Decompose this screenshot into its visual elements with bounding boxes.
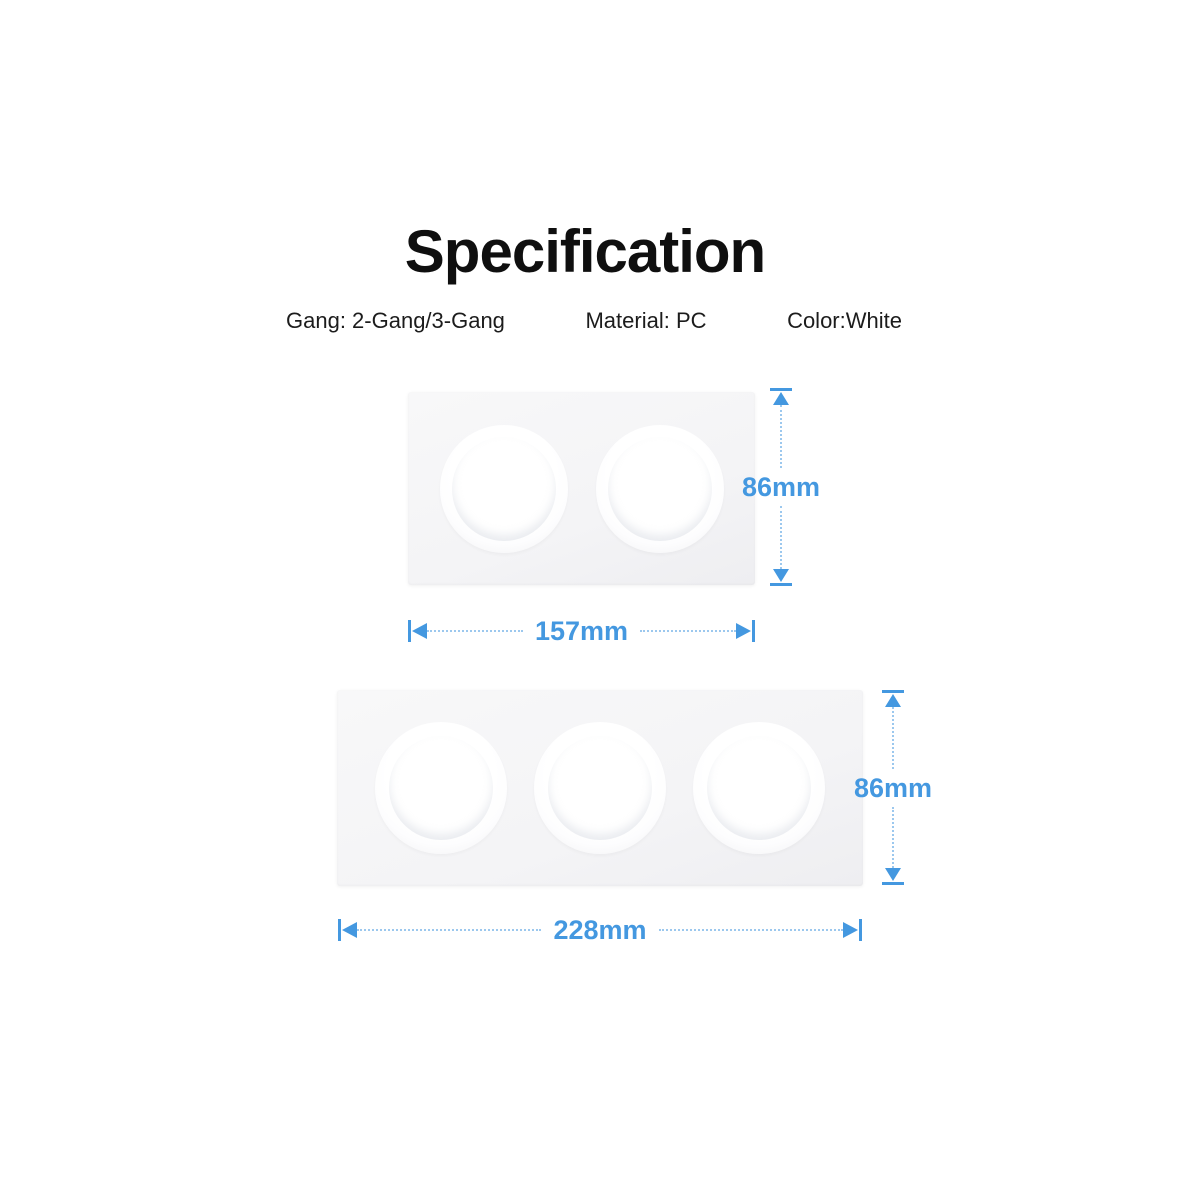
arrow-right-icon	[843, 922, 858, 938]
spec-gang: Gang: 2-Gang/3-Gang	[286, 308, 505, 333]
dimension-end-cap	[408, 620, 411, 642]
gang-hole-ring	[440, 425, 568, 553]
two-gang-width-label: 157mm	[534, 616, 629, 646]
gang-hole	[707, 736, 811, 840]
gang-hole-ring	[375, 722, 507, 854]
dimension-end-cap	[859, 919, 862, 941]
dimension-dashed-line	[780, 506, 782, 569]
dimension-end-cap	[338, 919, 341, 941]
dimension-dashed-line	[427, 630, 523, 632]
arrow-right-icon	[736, 623, 751, 639]
gang-hole	[608, 437, 712, 541]
arrow-up-icon	[885, 694, 901, 707]
dimension-end-cap	[882, 690, 904, 693]
dimension-end-cap	[770, 388, 792, 391]
three-gang-width-label: 228mm	[553, 915, 647, 945]
gang-hole-ring	[596, 425, 724, 553]
gang-hole	[548, 736, 652, 840]
three-gang-plate-image	[337, 690, 863, 886]
three-gang-height-label: 86mm	[853, 772, 933, 803]
dimension-dashed-line	[659, 929, 843, 931]
two-gang-plate-image	[408, 392, 755, 585]
dimension-dashed-line	[780, 405, 782, 468]
two-gang-height-dimension	[741, 388, 821, 586]
three-gang-height-dimension	[853, 690, 933, 885]
arrow-left-icon	[412, 623, 427, 639]
gang-hole	[452, 437, 556, 541]
gang-hole	[389, 736, 493, 840]
dimension-dashed-line	[357, 929, 541, 931]
spec-material: Material: PC	[585, 308, 707, 333]
gang-hole-ring	[534, 722, 666, 854]
page-title: Specification	[404, 218, 766, 285]
two-gang-height-label: 86mm	[741, 472, 821, 502]
dimension-end-cap	[882, 882, 904, 885]
spec-color: Color:White	[787, 308, 902, 333]
dimension-dashed-line	[892, 707, 894, 769]
arrow-left-icon	[342, 922, 357, 938]
dimension-end-cap	[752, 620, 755, 642]
arrow-up-icon	[773, 392, 789, 405]
arrow-down-icon	[773, 569, 789, 582]
arrow-down-icon	[885, 868, 901, 881]
three-gang-width-dimension	[338, 916, 862, 944]
dimension-dashed-line	[640, 630, 736, 632]
gang-hole-ring	[693, 722, 825, 854]
spec-row	[286, 306, 902, 336]
dimension-dashed-line	[892, 807, 894, 869]
dimension-end-cap	[770, 583, 792, 586]
two-gang-width-dimension	[408, 617, 755, 645]
